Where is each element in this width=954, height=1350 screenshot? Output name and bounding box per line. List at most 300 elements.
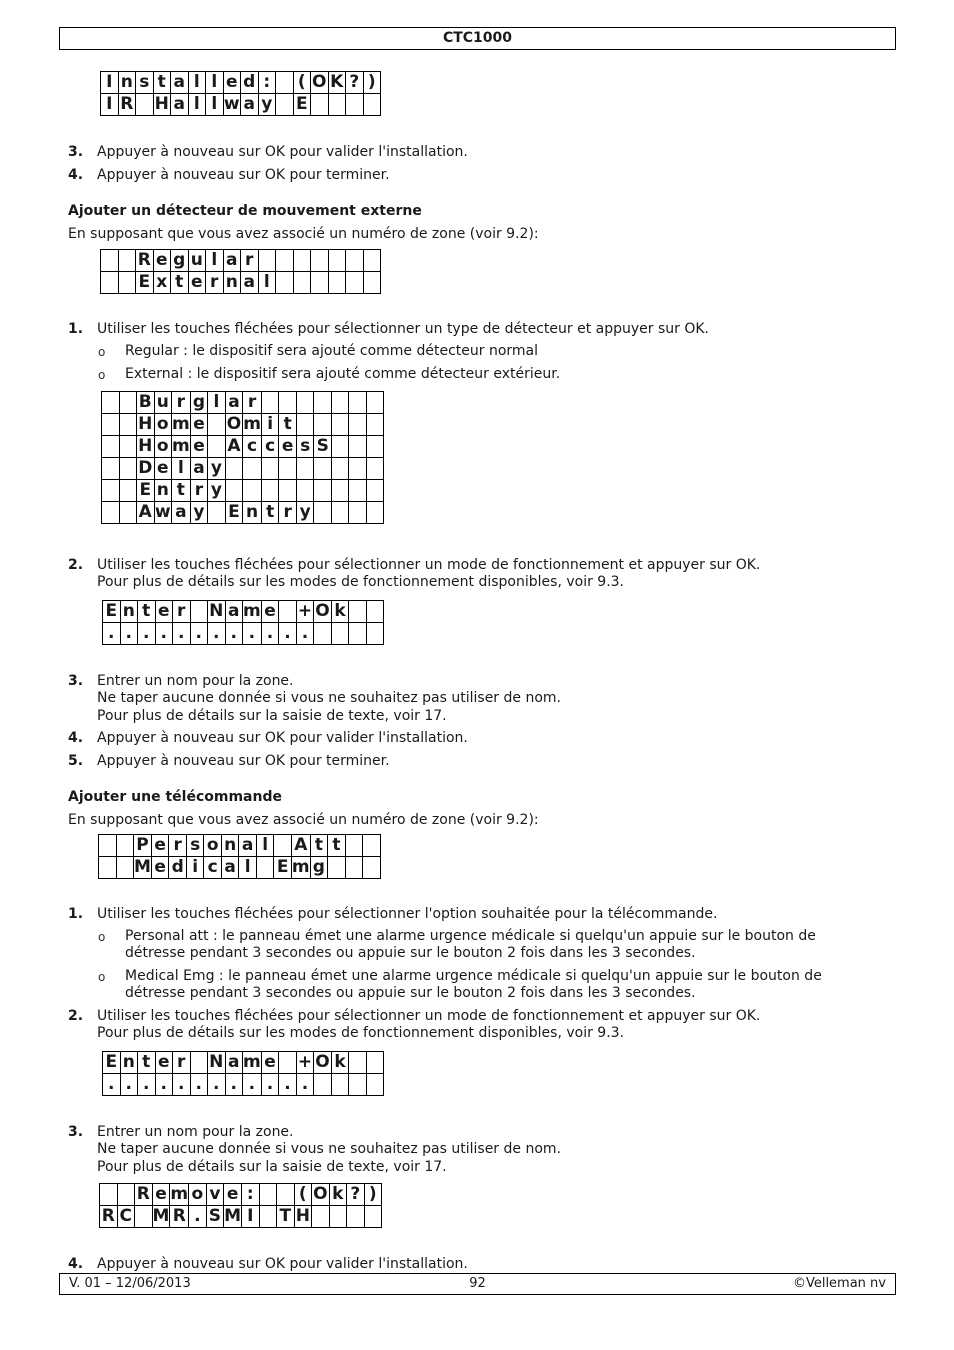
lcd-cell: .	[103, 1074, 121, 1096]
lcd-row	[101, 72, 381, 94]
lcd-cell: a	[225, 1052, 243, 1074]
lcd-cell	[116, 835, 134, 857]
lcd-cell: m	[243, 414, 261, 434]
lcd-cell	[366, 601, 384, 623]
step-text: Appuyer à nouveau sur OK pour valider l'installation.	[97, 730, 468, 746]
lcd-cell	[346, 250, 364, 272]
lcd-cell: r	[173, 1052, 191, 1074]
lcd-row	[103, 1052, 384, 1074]
lcd-cell: .	[225, 1074, 243, 1096]
step-text: Pour plus de détails sur la saisie de texte, voir 17.	[97, 1159, 447, 1175]
lcd-cell: (	[294, 1184, 312, 1206]
lcd-cell: l	[239, 857, 257, 879]
lcd-cell: o	[189, 1184, 207, 1206]
lcd-cell	[329, 1206, 347, 1228]
footer-page-number: 92	[469, 1276, 486, 1291]
step-text: Pour plus de détails sur les modes de fonctionnement disponibles, voir 9.3.	[97, 574, 625, 590]
step-text: Pour plus de détails sur la saisie de texte, voir 17.	[97, 708, 447, 724]
lcd-cell: e	[151, 835, 169, 857]
step-text: Entrer un nom pour la zone.	[97, 673, 294, 689]
lcd-cell: g	[171, 250, 189, 272]
lcd-cell: m	[243, 1052, 261, 1072]
lcd-cell	[102, 414, 120, 436]
lcd-cell	[102, 502, 120, 524]
lcd-cell: M	[224, 1206, 242, 1226]
lcd-cell: ?	[347, 1184, 365, 1206]
lcd-cell: l	[188, 72, 206, 94]
lcd-cell: m	[291, 857, 310, 877]
lcd-cell	[331, 458, 349, 480]
lcd-cell: A	[137, 502, 155, 524]
lcd-cell: l	[188, 94, 206, 116]
lcd-cell	[314, 414, 332, 436]
lcd-cell: .	[190, 623, 208, 645]
lcd-cell: w	[223, 94, 240, 114]
lcd-cell: r	[173, 601, 191, 623]
lcd-cell: y	[208, 480, 226, 502]
lcd-cell: e	[223, 72, 241, 94]
step-text: Appuyer à nouveau sur OK pour valider l'installation.	[97, 144, 468, 160]
lcd-cell: l	[258, 272, 276, 294]
lcd-cell: y	[208, 458, 226, 480]
lcd-cell	[279, 392, 297, 414]
lcd-cell	[328, 94, 346, 116]
lcd-cell	[276, 72, 294, 94]
lcd-cell: s	[136, 72, 154, 94]
lcd-cell: :	[242, 1184, 260, 1206]
lcd-cell: c	[204, 857, 222, 879]
lcd-row	[101, 250, 381, 272]
lcd-cell: H	[295, 1206, 310, 1226]
lcd-cell: .	[279, 623, 297, 645]
step-text: Utiliser les touches fléchées pour sélectionner un type de détecteur et appuyer sur OK.	[97, 321, 710, 337]
lcd-row	[102, 414, 384, 436]
lcd-cell: x	[153, 272, 171, 294]
step-text: Utiliser les touches fléchées pour sélectionner l'option souhaitée pour la télécommande.	[97, 906, 718, 922]
lcd-cell: (	[293, 72, 311, 94]
lcd-cell	[314, 392, 332, 414]
lcd-cell: n	[118, 72, 136, 94]
bullet-icon: o	[98, 345, 106, 359]
lcd-cell: I	[101, 94, 119, 116]
lcd-cell	[102, 392, 120, 414]
lcd-cell	[119, 502, 137, 524]
lcd-cell: E	[274, 857, 292, 879]
lcd-cell: E	[225, 502, 243, 524]
lcd-cell: .	[208, 1074, 226, 1096]
bullet-text: détresse pendant 3 secondes ou appuie sur le bouton 2 fois dans les 3 secondes.	[125, 985, 696, 1001]
lcd-row	[103, 623, 384, 645]
lcd-cell: t	[171, 272, 189, 294]
lcd-cell: e	[261, 601, 279, 623]
lcd-cell: T	[277, 1206, 295, 1228]
lcd-display-enter-name	[102, 1051, 384, 1096]
lcd-cell	[279, 480, 297, 502]
lcd-cell: +	[297, 601, 313, 621]
lcd-cell: n	[221, 835, 239, 857]
lcd-cell: S	[206, 1206, 224, 1228]
lcd-cell	[293, 272, 311, 294]
lcd-cell: .	[225, 623, 243, 645]
lcd-cell	[274, 835, 292, 857]
lcd-cell	[119, 480, 137, 502]
lcd-cell: N	[209, 1052, 224, 1072]
lcd-row	[100, 1206, 382, 1228]
lcd-cell: E	[293, 94, 311, 116]
lcd-cell: O	[315, 601, 330, 621]
lcd-row	[101, 272, 381, 294]
lcd-cell: I	[242, 1206, 260, 1228]
lcd-cell	[261, 480, 279, 502]
lcd-cell: e	[261, 1052, 279, 1074]
lcd-cell	[363, 94, 381, 116]
lcd-cell: i	[261, 414, 279, 436]
step-number: 4.	[68, 167, 84, 183]
lcd-cell	[328, 857, 346, 879]
lcd-cell: o	[204, 835, 222, 857]
lcd-cell: e	[224, 1184, 242, 1206]
lcd-cell: E	[136, 272, 154, 294]
lcd-cell	[314, 502, 332, 524]
lcd-cell	[349, 392, 367, 414]
lcd-cell: .	[120, 1074, 138, 1096]
lcd-cell	[208, 414, 226, 436]
lcd-cell	[346, 94, 364, 116]
lcd-cell: .	[208, 623, 226, 645]
lcd-cell: H	[138, 436, 153, 456]
lcd-cell: r	[190, 480, 208, 502]
lcd-cell: E	[103, 1052, 121, 1074]
lcd-cell: .	[279, 1074, 297, 1096]
intro-text: En supposant que vous avez associé un numéro de zone (voir 9.2):	[68, 226, 539, 242]
step-number: 2.	[68, 1008, 84, 1024]
lcd-cell: m	[170, 1184, 189, 1204]
lcd-cell	[331, 480, 349, 502]
lcd-cell	[366, 392, 384, 414]
lcd-cell	[119, 414, 137, 436]
lcd-cell: M	[134, 857, 151, 877]
step-text: Ne taper aucune donnée si vous ne souhaitez pas utiliser de nom.	[97, 690, 561, 706]
lcd-cell	[261, 392, 279, 414]
lcd-cell: o	[154, 414, 172, 436]
lcd-cell: w	[154, 502, 171, 522]
lcd-cell	[366, 1074, 384, 1096]
section-heading: Ajouter un détecteur de mouvement externe	[68, 203, 422, 219]
lcd-cell	[364, 1206, 382, 1228]
lcd-cell	[116, 857, 134, 879]
step-text: Appuyer à nouveau sur OK pour terminer.	[97, 753, 390, 769]
step-number: 4.	[68, 1256, 84, 1272]
lcd-cell	[314, 1074, 332, 1096]
lcd-cell: u	[188, 250, 206, 272]
lcd-cell: y	[258, 94, 276, 116]
lcd-cell: .	[190, 1074, 208, 1096]
lcd-cell	[99, 835, 117, 857]
lcd-cell: l	[208, 392, 226, 414]
lcd-cell	[363, 835, 381, 857]
lcd-cell: e	[190, 436, 208, 458]
lcd-cell	[190, 1052, 208, 1074]
lcd-display-modes	[101, 391, 384, 524]
lcd-cell: +	[297, 1052, 313, 1072]
lcd-cell: .	[155, 1074, 173, 1096]
footer-copyright: ©Velleman nv	[792, 1276, 886, 1291]
lcd-cell: O	[312, 72, 327, 92]
lcd-cell: R	[100, 1206, 118, 1228]
lcd-cell	[136, 94, 154, 116]
lcd-cell: .	[243, 623, 262, 645]
lcd-cell: a	[241, 94, 259, 116]
lcd-cell: e	[155, 601, 173, 623]
lcd-cell: a	[221, 857, 239, 879]
lcd-cell	[312, 1206, 330, 1228]
bullet-text: détresse pendant 3 secondes ou appuie sur le bouton 2 fois dans les 3 secondes.	[125, 945, 696, 961]
lcd-cell	[331, 502, 349, 524]
lcd-cell: e	[190, 414, 208, 436]
lcd-cell: B	[137, 392, 155, 414]
lcd-cell: N	[209, 601, 224, 621]
lcd-row	[100, 1184, 382, 1206]
lcd-cell	[311, 272, 329, 294]
lcd-cell: E	[137, 480, 155, 502]
lcd-cell	[243, 480, 262, 502]
lcd-cell: .	[138, 623, 156, 645]
lcd-cell: e	[154, 458, 172, 480]
lcd-cell	[256, 857, 274, 879]
lcd-cell: M	[152, 1206, 170, 1226]
lcd-row	[102, 436, 384, 458]
step-text: Appuyer à nouveau sur OK pour valider l'installation.	[97, 1256, 468, 1272]
lcd-cell	[331, 1074, 349, 1096]
page-footer	[59, 1273, 896, 1295]
lcd-cell: u	[154, 392, 172, 414]
lcd-cell: v	[206, 1184, 224, 1206]
lcd-cell: D	[138, 458, 153, 478]
lcd-cell: A	[225, 436, 243, 458]
lcd-cell: c	[261, 436, 279, 458]
lcd-cell: n	[120, 601, 138, 623]
lcd-display-remove	[99, 1183, 382, 1228]
lcd-cell	[135, 1206, 153, 1228]
bullet-text: External : le dispositif sera ajouté comme détecteur extérieur.	[125, 366, 561, 382]
lcd-cell	[208, 436, 226, 458]
lcd-cell: l	[206, 250, 224, 272]
lcd-cell: A	[291, 835, 310, 857]
lcd-cell	[346, 272, 364, 294]
lcd-cell: a	[171, 72, 189, 94]
lcd-cell: r	[279, 502, 297, 524]
section-heading: Ajouter une télécommande	[68, 789, 282, 805]
lcd-cell	[276, 250, 294, 272]
lcd-cell: ?	[346, 72, 364, 94]
lcd-cell: l	[206, 72, 224, 94]
lcd-cell: d	[241, 72, 259, 94]
lcd-display-personal	[98, 834, 381, 879]
lcd-cell	[366, 502, 384, 524]
lcd-display-installed	[100, 71, 381, 116]
lcd-cell	[118, 250, 136, 272]
lcd-cell: P	[134, 835, 152, 857]
lcd-cell	[119, 436, 137, 458]
lcd-cell	[276, 272, 294, 294]
lcd-cell	[258, 250, 276, 272]
lcd-cell: a	[223, 250, 241, 272]
lcd-cell: O	[226, 414, 242, 434]
lcd-cell: a	[241, 272, 259, 294]
lcd-cell: )	[363, 72, 381, 94]
lcd-cell	[363, 272, 381, 294]
lcd-cell	[314, 623, 332, 645]
lcd-cell	[243, 458, 262, 480]
lcd-cell	[349, 601, 367, 623]
lcd-cell	[99, 857, 117, 879]
bullet-text: Regular : le dispositif sera ajouté comme détecteur normal	[125, 343, 539, 359]
lcd-cell: a	[171, 94, 189, 116]
lcd-row	[101, 94, 381, 116]
lcd-cell	[117, 1184, 135, 1206]
lcd-cell: K	[328, 72, 346, 94]
lcd-cell: e	[155, 1052, 173, 1074]
lcd-cell	[296, 392, 314, 414]
lcd-cell	[363, 857, 381, 879]
lcd-cell	[366, 458, 384, 480]
lcd-cell	[366, 1052, 384, 1074]
lcd-cell: O	[313, 1184, 328, 1204]
lcd-cell: R	[136, 250, 154, 272]
lcd-cell: l	[256, 835, 274, 857]
lcd-cell	[366, 623, 384, 645]
lcd-cell: R	[170, 1206, 189, 1228]
lcd-cell	[259, 1184, 277, 1206]
lcd-cell	[279, 601, 297, 623]
step-text: Utiliser les touches fléchées pour sélectionner un mode de fonctionnement et appuyer sur OK.	[97, 1008, 761, 1024]
lcd-cell: n	[120, 1052, 138, 1074]
lcd-cell: r	[172, 392, 191, 414]
lcd-cell	[349, 414, 367, 436]
lcd-cell: .	[120, 623, 138, 645]
step-text: Ne taper aucune donnée si vous ne souhaitez pas utiliser de nom.	[97, 1141, 561, 1157]
lcd-cell: )	[364, 1184, 382, 1206]
lcd-cell: :	[258, 72, 276, 94]
lcd-cell	[349, 502, 367, 524]
lcd-cell: k	[329, 1184, 347, 1206]
lcd-cell: k	[331, 601, 349, 623]
lcd-cell: .	[155, 623, 173, 645]
lcd-cell: .	[103, 623, 121, 645]
lcd-cell: a	[225, 392, 243, 414]
lcd-cell: .	[261, 623, 279, 645]
lcd-cell: i	[186, 857, 204, 879]
lcd-row	[103, 1074, 384, 1096]
lcd-row	[102, 458, 384, 480]
lcd-row	[102, 502, 384, 524]
lcd-cell	[225, 458, 243, 480]
step-number: 3.	[68, 673, 84, 689]
lcd-cell: t	[138, 601, 156, 623]
lcd-cell	[296, 480, 314, 502]
lcd-cell: S	[314, 436, 332, 458]
intro-text: En supposant que vous avez associé un numéro de zone (voir 9.2):	[68, 812, 539, 828]
lcd-cell: m	[172, 414, 190, 434]
lcd-cell: s	[186, 835, 204, 857]
lcd-cell: t	[310, 835, 328, 857]
lcd-cell: y	[296, 502, 314, 524]
lcd-cell	[349, 436, 367, 458]
lcd-cell	[347, 1206, 365, 1228]
lcd-cell: t	[328, 835, 346, 857]
lcd-cell: .	[243, 1074, 262, 1096]
lcd-cell: .	[189, 1206, 207, 1228]
lcd-row	[102, 392, 384, 414]
lcd-cell	[208, 502, 226, 524]
lcd-cell: .	[138, 1074, 156, 1096]
step-text: Pour plus de détails sur les modes de fonctionnement disponibles, voir 9.3.	[97, 1025, 625, 1041]
lcd-row	[99, 857, 381, 879]
lcd-cell: e	[152, 1184, 170, 1206]
step-text: Utiliser les touches fléchées pour sélectionner un mode de fonctionnement et appuyer sur OK.	[97, 557, 761, 573]
lcd-cell	[279, 458, 297, 480]
lcd-cell: H	[138, 414, 153, 434]
bullet-text: Medical Emg : le panneau émet une alarme urgence médicale si quelqu'un appuie sur le bouton de	[125, 968, 822, 984]
lcd-cell: e	[188, 272, 206, 294]
lcd-cell: g	[310, 857, 328, 879]
lcd-cell	[296, 458, 314, 480]
lcd-cell: t	[153, 72, 171, 94]
footer-version: V. 01 – 12/06/2013	[69, 1276, 191, 1291]
lcd-cell	[261, 458, 279, 480]
lcd-cell	[102, 458, 120, 480]
lcd-cell: t	[261, 502, 279, 524]
lcd-cell: t	[279, 414, 297, 436]
lcd-cell	[259, 1206, 277, 1228]
lcd-cell: m	[172, 436, 190, 456]
lcd-cell: a	[239, 835, 257, 857]
lcd-cell	[102, 480, 120, 502]
lcd-cell: g	[190, 392, 208, 414]
lcd-cell: .	[173, 623, 191, 645]
lcd-row	[103, 601, 384, 623]
lcd-cell	[296, 414, 314, 436]
lcd-cell: r	[241, 250, 259, 272]
lcd-cell	[311, 250, 329, 272]
lcd-cell: e	[279, 436, 297, 458]
lcd-cell: s	[296, 436, 314, 458]
page-header	[59, 27, 896, 50]
lcd-cell	[225, 480, 243, 502]
lcd-cell: C	[117, 1206, 135, 1228]
lcd-cell	[190, 601, 208, 623]
lcd-cell	[101, 250, 119, 272]
lcd-row	[99, 835, 381, 857]
lcd-cell: .	[173, 1074, 191, 1096]
lcd-cell: c	[243, 436, 262, 458]
lcd-cell	[328, 250, 346, 272]
lcd-cell	[349, 480, 367, 502]
step-number: 1.	[68, 906, 84, 922]
lcd-cell: r	[206, 272, 224, 294]
lcd-cell	[363, 250, 381, 272]
lcd-cell: n	[243, 502, 262, 524]
lcd-display-enter-name	[102, 600, 384, 645]
lcd-cell	[366, 436, 384, 458]
lcd-cell: k	[331, 1052, 349, 1074]
lcd-display-regular-external	[100, 249, 381, 294]
lcd-cell: t	[172, 480, 191, 502]
lcd-cell	[314, 458, 332, 480]
lcd-cell	[331, 436, 349, 458]
step-number: 3.	[68, 1124, 84, 1140]
lcd-cell	[314, 480, 332, 502]
